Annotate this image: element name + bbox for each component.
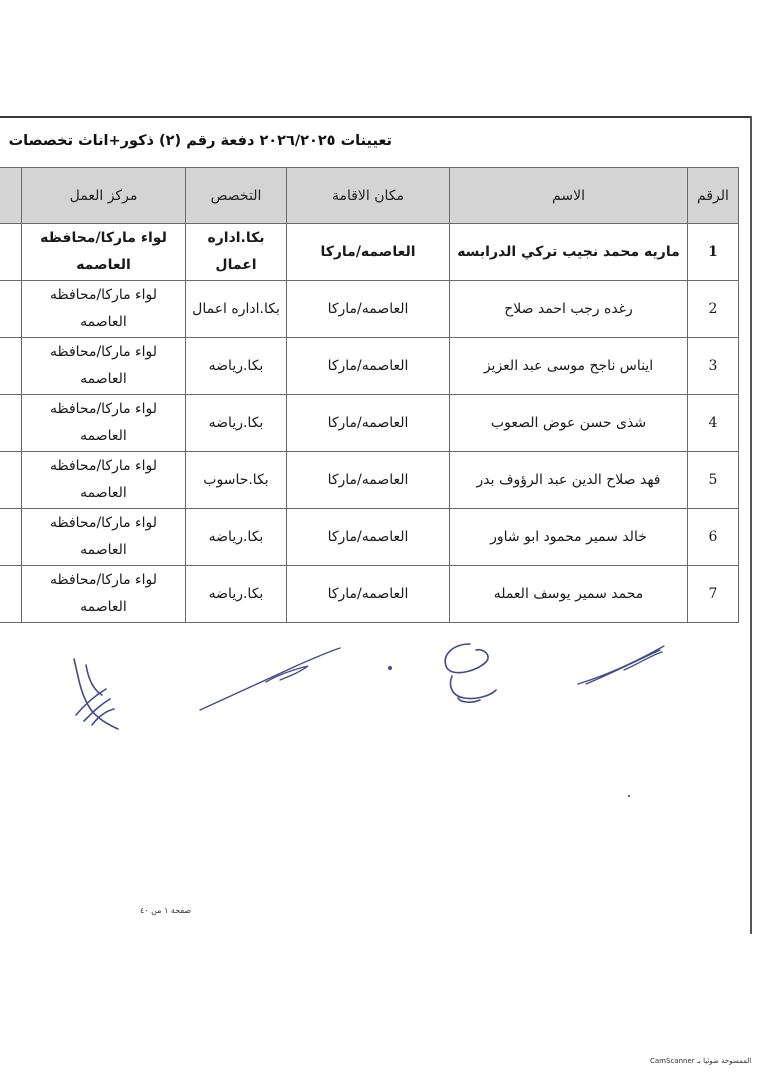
row-name: فهد صلاح الدين عبد الرؤوف بدر [450, 452, 688, 509]
row-work-center: لواء ماركا/محافظه العاصمه [22, 509, 186, 566]
row-work-center: لواء ماركا/محافظه العاصمه [22, 452, 186, 509]
row-residence: العاصمه/ماركا [287, 566, 450, 623]
scanner-footer: الممسوحة ضوئيا بـ CamScanner [650, 1057, 752, 1065]
table-row [0, 566, 739, 623]
row-specialization: بكا.اداره اعمال [186, 281, 287, 338]
row-specialization: بكا.رياضه [186, 338, 287, 395]
scan-speck [628, 795, 630, 797]
row-cut-off-cell [0, 224, 22, 281]
row-specialization: بكا.رياضه [186, 509, 287, 566]
row-name: رغده رجب احمد صلاح [450, 281, 688, 338]
row-cut-off-cell [0, 452, 22, 509]
row-cut-off-cell [0, 566, 22, 623]
table-row [0, 509, 739, 566]
row-number: 2 [688, 281, 739, 338]
table-row [0, 395, 739, 452]
page-top-edge [0, 116, 752, 118]
header-name: الاسم [450, 168, 688, 224]
row-number: 3 [688, 338, 739, 395]
row-cut-off-cell [0, 338, 22, 395]
table-row [0, 338, 739, 395]
signature-4 [430, 638, 500, 706]
header-work-center: مركز العمل [22, 168, 186, 224]
header-residence: مكان الاقامة [287, 168, 450, 224]
row-residence: العاصمه/ماركا [287, 395, 450, 452]
page-right-edge [750, 116, 752, 934]
row-number: 6 [688, 509, 739, 566]
row-name: ماريه محمد نجيب تركي الدرابسه [450, 224, 688, 281]
row-number: 5 [688, 452, 739, 509]
row-number: 4 [688, 395, 739, 452]
row-residence: العاصمه/ماركا [287, 452, 450, 509]
table-row [0, 452, 739, 509]
row-specialization: بكا.رياضه [186, 566, 287, 623]
row-cut-off-cell [0, 509, 22, 566]
table-row [0, 281, 739, 338]
appointments-table [0, 167, 739, 623]
row-residence: العاصمه/ماركا [287, 281, 450, 338]
row-work-center: لواء ماركا/محافظه العاصمه [22, 338, 186, 395]
row-name: محمد سمير يوسف العمله [450, 566, 688, 623]
row-residence: العاصمه/ماركا [287, 338, 450, 395]
row-residence: العاصمه/ماركا [287, 509, 450, 566]
signature-5 [574, 640, 670, 690]
row-number: 1 [688, 224, 739, 281]
row-name: خالد سمير محمود ابو شاور [450, 509, 688, 566]
signature-2 [196, 646, 346, 716]
document-title: تعيينات ٢٠٢٦/٢٠٢٥ دفعة رقم (٢) ذكور+اناث تخصصات [8, 133, 392, 149]
row-cut-off-cell [0, 395, 22, 452]
row-specialization: بكا.رياضه [186, 395, 287, 452]
row-cut-off-cell [0, 281, 22, 338]
header-number: الرقم [688, 168, 739, 224]
row-residence: العاصمه/ماركا [287, 224, 450, 281]
header-cut-off [0, 168, 22, 224]
row-work-center: لواء ماركا/محافظه العاصمه [22, 395, 186, 452]
row-specialization: بكا.حاسوب [186, 452, 287, 509]
table-row [0, 224, 739, 281]
signature-1 [66, 655, 136, 735]
row-work-center: لواء ماركا/محافظه العاصمه [22, 224, 186, 281]
row-name: ايناس ناجح موسى عبد العزيز [450, 338, 688, 395]
row-specialization: بكا.اداره اعمال [186, 224, 287, 281]
header-specialization: التخصص [186, 168, 287, 224]
row-work-center: لواء ماركا/محافظه العاصمه [22, 281, 186, 338]
table-header-row [0, 168, 739, 224]
row-name: شذى حسن عوض الصعوب [450, 395, 688, 452]
row-work-center: لواء ماركا/محافظه العاصمه [22, 566, 186, 623]
row-number: 7 [688, 566, 739, 623]
signature-3 [384, 662, 396, 674]
page-number: صفحة ١ من ٤٠ [140, 906, 192, 915]
